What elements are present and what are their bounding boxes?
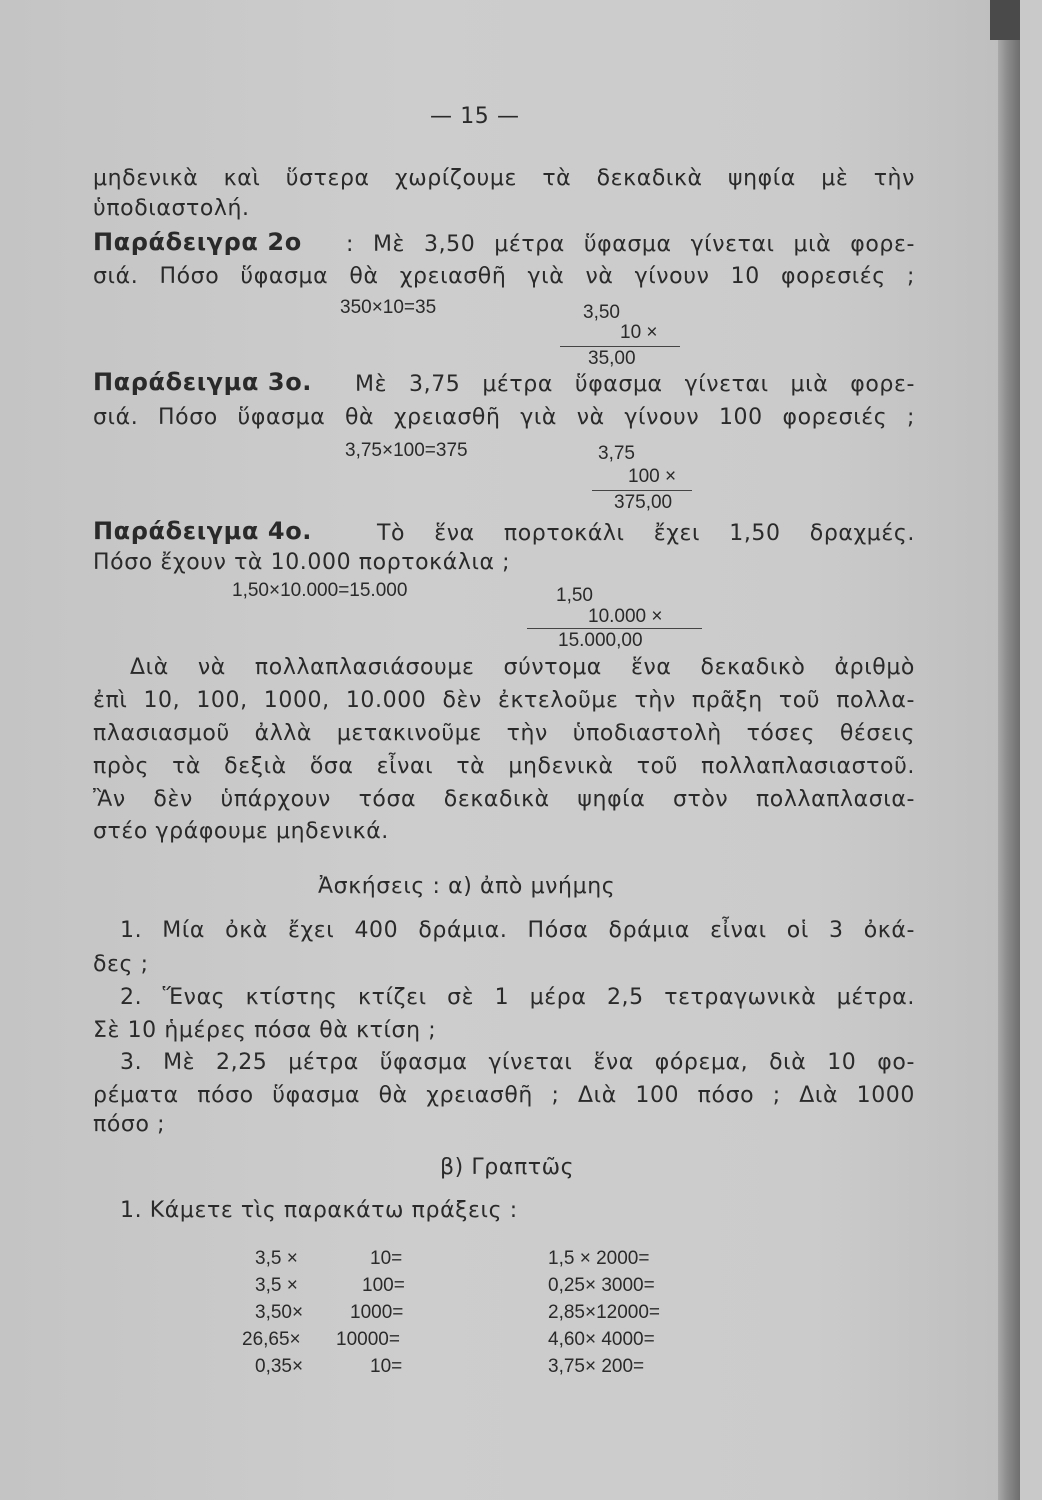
example4-mult-factor: 10.000 × bbox=[588, 606, 663, 627]
page-edge bbox=[998, 0, 1020, 1500]
example4-title: Παράδειγμα 4ο. bbox=[93, 517, 312, 545]
page-corner-shadow bbox=[990, 0, 1020, 40]
op-left-4-multiplier: 10000= bbox=[336, 1329, 400, 1350]
example2-mult-factor: 10 × bbox=[620, 322, 658, 343]
oral-exercise3-line2: ρέματα πόσο ὕφασμα θὰ χρειασθῆ ; Διὰ 100 πόσο ; Διὰ 1000 bbox=[93, 1083, 915, 1108]
exercises-heading: Ἀσκήσεις : α) ἀπὸ μνήμης bbox=[318, 874, 616, 899]
oral-exercise2-line1: 2. Ἕνας κτίστης κτίζει σὲ 1 μέρα 2,5 τετραγωνικὰ μέτρα. bbox=[120, 985, 915, 1010]
example3-mult-top: 3,75 bbox=[598, 443, 635, 464]
oral-exercise1-line1: 1. Μία ὀκὰ ἔχει 400 δράμια. Πόσα δράμια εἶναι οἱ 3 ὀκά- bbox=[120, 918, 915, 943]
example3-line1: Μὲ 3,75 μέτρα ὕφασμα γίνεται μιὰ φορε- bbox=[355, 372, 915, 397]
op-left-1-multiplier: 10= bbox=[370, 1248, 403, 1269]
example3-mult-rule bbox=[592, 490, 692, 491]
rule-line2: ἐπὶ 10, 100, 1000, 10.000 δὲν ἐκτελοῦμε τὴν πρᾶξη τοῦ πολλα- bbox=[93, 688, 915, 713]
oral-exercise1-line2: δες ; bbox=[93, 952, 149, 977]
example4-mult-rule bbox=[527, 628, 702, 629]
written-heading: β) Γραπτῶς bbox=[440, 1155, 575, 1180]
op-left-5-multiplier: 10= bbox=[370, 1356, 403, 1377]
example2-inline-calc: 350×10=35 bbox=[340, 297, 437, 318]
oral-exercise3-line3: πόσο ; bbox=[93, 1112, 166, 1137]
rule-line1: Διὰ νὰ πολλαπλασιάσουμε σύντομα ἕνα δεκαδικὸ ἀριθμὸ bbox=[130, 655, 915, 680]
example3-line2: σιά. Πόσο ὕφασμα θὰ χρειασθῆ γιὰ νὰ γίνουν 100 φορεσιές ; bbox=[93, 405, 915, 430]
example3-title: Παράδειγμα 3ο. bbox=[93, 368, 312, 396]
example3-mult-result: 375,00 bbox=[614, 492, 673, 513]
example4-line1: Τὸ ἕνα πορτοκάλι ἔχει 1,50 δραχμές. bbox=[377, 521, 915, 546]
rule-line5: Ἂν δὲν ὑπάρχουν τόσα δεκαδικὰ ψηφία στὸν πολλαπλασια- bbox=[93, 787, 915, 812]
rule-line6: στέο γράφουμε μηδενικά. bbox=[93, 819, 389, 844]
op-left-1-multiplicand: 3,5 × bbox=[255, 1248, 298, 1269]
op-left-3-multiplier: 1000= bbox=[350, 1302, 404, 1323]
page-number: — 15 — bbox=[430, 104, 520, 129]
example4-line2: Πόσο ἔχουν τὰ 10.000 πορτοκάλια ; bbox=[93, 550, 511, 575]
op-right-1: 1,5 × 2000= bbox=[548, 1248, 650, 1269]
example2-line2: σιά. Πόσο ὕφασμα θὰ χρειασθῆ γιὰ νὰ γίνουν 10 φορεσιές ; bbox=[93, 264, 915, 289]
op-right-2: 0,25× 3000= bbox=[548, 1275, 655, 1296]
op-left-3-multiplicand: 3,50× bbox=[255, 1302, 304, 1323]
example2-mult-rule bbox=[560, 346, 680, 347]
paragraph1-line2: ὑποδιαστολή. bbox=[93, 196, 250, 221]
example2-title: Παράδειγρα 2ο bbox=[93, 228, 302, 256]
rule-line4: πρὸς τὰ δεξιὰ ὅσα εἶναι τὰ μηδενικὰ τοῦ πολλαπλασιαστοῦ. bbox=[93, 754, 915, 779]
op-right-5: 3,75× 200= bbox=[548, 1356, 645, 1377]
op-left-5-multiplicand: 0,35× bbox=[255, 1356, 304, 1377]
oral-exercise2-line2: Σὲ 10 ἡμέρες πόσα θὰ κτίση ; bbox=[93, 1018, 437, 1043]
example4-mult-top: 1,50 bbox=[556, 585, 593, 606]
example3-inline-calc: 3,75×100=375 bbox=[345, 440, 468, 461]
example2-mult-top: 3,50 bbox=[583, 302, 620, 323]
written-instruction: 1. Κάμετε τὶς παρακάτω πράξεις : bbox=[120, 1198, 518, 1223]
op-right-3: 2,85×12000= bbox=[548, 1302, 661, 1323]
example2-line1: : Μὲ 3,50 μέτρα ὕφασμα γίνεται μιὰ φορε- bbox=[346, 232, 915, 257]
example4-inline-calc: 1,50×10.000=15.000 bbox=[232, 580, 408, 601]
op-right-4: 4,60× 4000= bbox=[548, 1329, 655, 1350]
op-left-4-multiplicand: 26,65× bbox=[242, 1329, 301, 1350]
paragraph1-line1: μηδενικὰ καὶ ὕστερα χωρίζουμε τὰ δεκαδικὰ ψηφία μὲ τὴν bbox=[93, 166, 915, 191]
example2-mult-result: 35,00 bbox=[588, 348, 636, 369]
op-left-2-multiplier: 100= bbox=[362, 1275, 405, 1296]
example3-mult-factor: 100 × bbox=[628, 466, 677, 487]
example4-mult-result: 15.000,00 bbox=[558, 630, 643, 651]
op-left-2-multiplicand: 3,5 × bbox=[255, 1275, 298, 1296]
rule-line3: πλασιασμοῦ ἀλλὰ μετακινοῦμε τὴν ὑποδιαστολὴ τόσες θέσεις bbox=[93, 721, 915, 746]
oral-exercise3-line1: 3. Μὲ 2,25 μέτρα ὕφασμα γίνεται ἕνα φόρεμα, διὰ 10 φο- bbox=[120, 1050, 915, 1075]
